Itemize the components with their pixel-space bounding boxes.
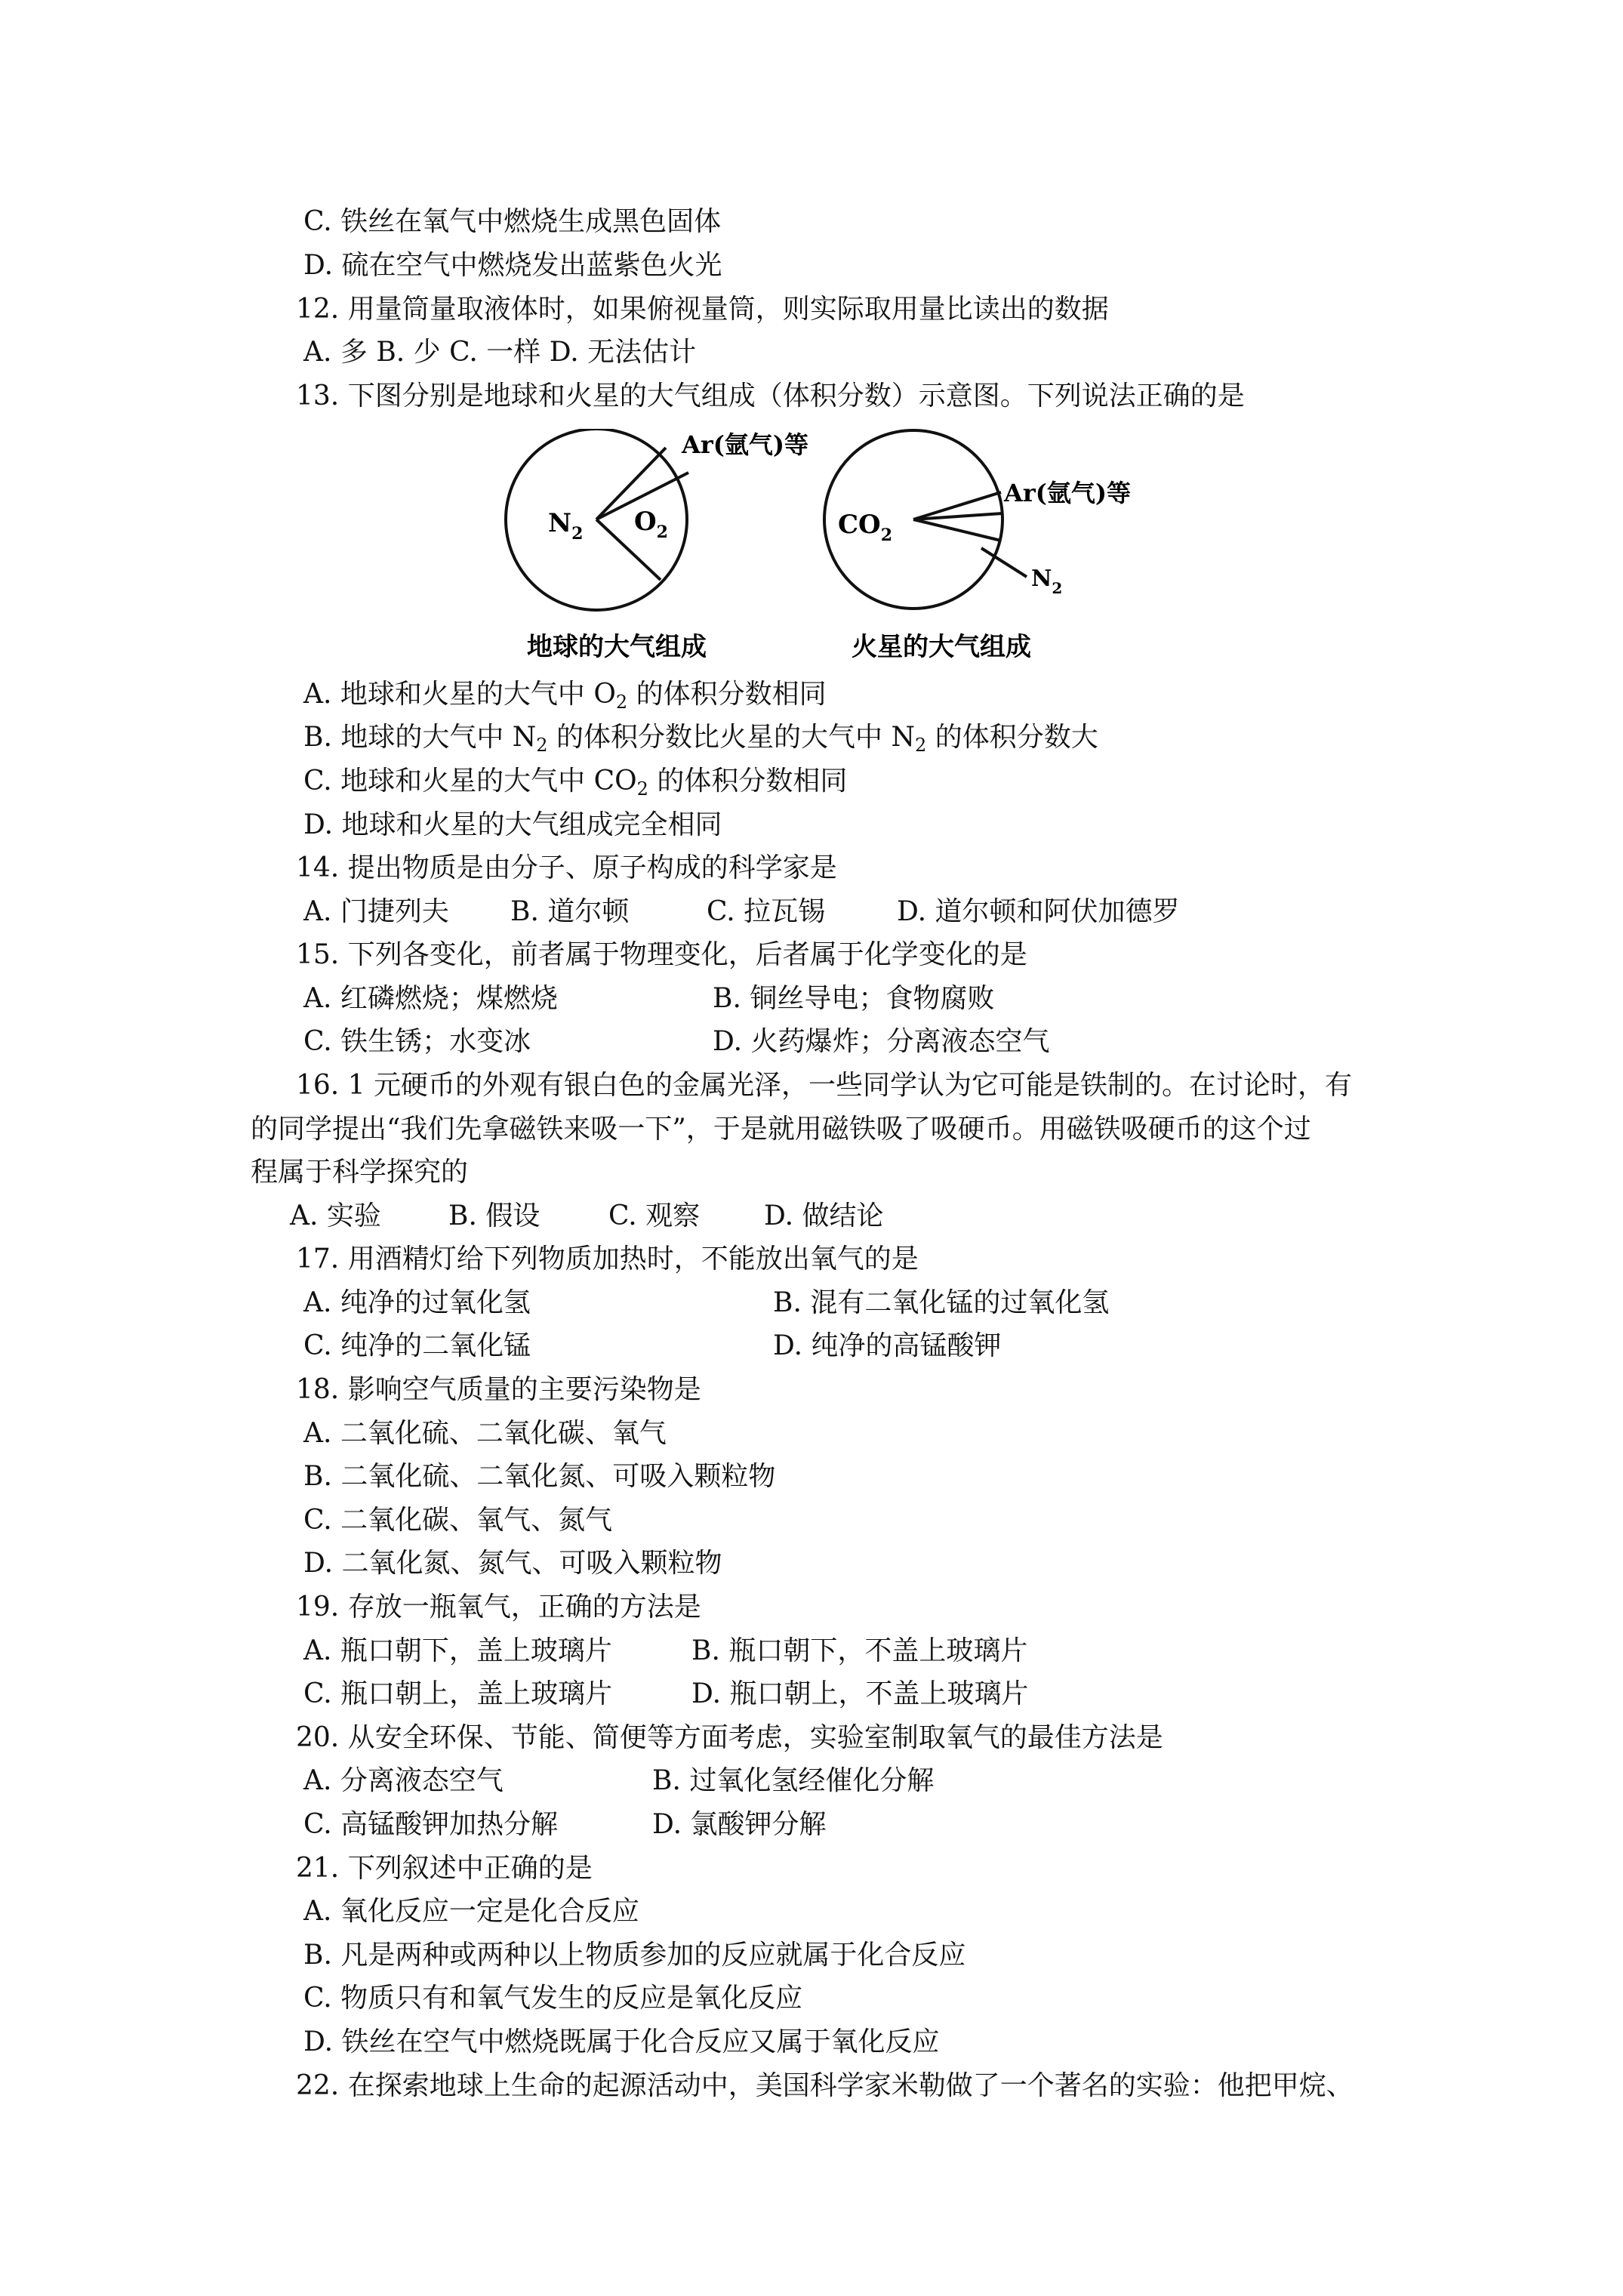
q13-option-d: D. 地球和火星的大气组成完全相同 [303, 809, 722, 840]
q16-option-a: A. 实验 [290, 1200, 381, 1231]
atmosphere-composition-figure [483, 429, 1163, 670]
q14-option-d: D. 道尔顿和阿伏加德罗 [897, 896, 1180, 927]
q18-option-b: B. 二氧化硫、二氧化氮、可吸入颗粒物 [303, 1461, 776, 1492]
q11-option-c: C. 铁丝在氧气中燃烧生成黑色固体 [303, 206, 722, 237]
q15-stem: 15. 下列各变化，前者属于物理变化，后者属于化学变化的是 [296, 939, 1027, 970]
q13-option-c: C. 地球和火星的大气中 $CO_2$ 的体积分数相同 [303, 766, 848, 800]
q15-option-d: D. 火药爆炸；分离液态空气 [713, 1026, 1050, 1057]
earth-pie-chart [506, 429, 688, 610]
q19-option-b: B. 瓶口朝下，不盖上玻璃片 [691, 1635, 1028, 1666]
q18-stem: 18. 影响空气质量的主要污染物是 [296, 1374, 701, 1405]
earth-caption: 地球的大气组成 [527, 632, 707, 662]
q16-stem-line1: 16. 1 元硬币的外观有银白色的金属光泽，一些同学认为它可能是铁制的。在讨论时，有 [296, 1070, 1353, 1101]
q12-stem: 12. 用量筒量取液体时，如果俯视量筒，则实际取用量比读出的数据 [296, 294, 1109, 325]
q21-option-a: A. 氧化反应一定是化合反应 [303, 1896, 639, 1927]
mars-slice-line-3 [913, 519, 1001, 541]
mars-n2-label: $N_2$ [1031, 566, 1063, 597]
q18-option-d: D. 二氧化氮、氮气、可吸入颗粒物 [303, 1548, 722, 1579]
mars-ar-label: Ar(氩气)等 [1004, 479, 1131, 507]
q16-stem-line3: 程属于科学探究的 [251, 1157, 469, 1188]
mars-caption: 火星的大气组成 [852, 632, 1031, 662]
q19-option-a: A. 瓶口朝下，盖上玻璃片 [303, 1635, 612, 1666]
earth-n2-label: $N_2$ [548, 508, 584, 544]
q19-option-d: D. 瓶口朝上，不盖上玻璃片 [691, 1678, 1029, 1709]
q21-stem: 21. 下列叙述中正确的是 [296, 1853, 593, 1884]
q17-option-a: A. 纯净的过氧化氢 [303, 1287, 531, 1318]
q17-option-d: D. 纯净的高锰酸钾 [773, 1330, 1002, 1361]
q14-option-b: B. 道尔顿 [510, 896, 630, 927]
q19-option-c: C. 瓶口朝上，盖上玻璃片 [303, 1678, 613, 1709]
q21-option-c: C. 物质只有和氧气发生的反应是氧化反应 [303, 1983, 803, 2014]
q16-option-c: C. 观察 [608, 1200, 701, 1231]
mars-co2-label: $CO_2$ [838, 510, 892, 545]
q20-stem: 20. 从安全环保、节能、简便等方面考虑，实验室制取氧气的最佳方法是 [296, 1722, 1163, 1753]
q20-option-d: D. 氯酸钾分解 [652, 1809, 827, 1840]
q21-option-b: B. 凡是两种或两种以上物质参加的反应就属于化合反应 [303, 1940, 966, 1971]
earth-ar-label: Ar(氩气)等 [682, 430, 808, 459]
q13-option-b: B. 地球的大气中 $N_2$ 的体积分数比火星的大气中 $N_2$ 的体积分数大 [303, 722, 1098, 756]
q16-option-b: B. 假设 [448, 1200, 540, 1231]
q15-option-b: B. 铜丝导电；食物腐败 [713, 983, 995, 1014]
q14-stem: 14. 提出物质是由分子、原子构成的科学家是 [296, 852, 837, 883]
q20-option-a: A. 分离液态空气 [303, 1765, 504, 1796]
q14-option-a: A. 门捷列夫 [303, 896, 449, 927]
q22-stem: 22. 在探索地球上生命的起源活动中，美国科学家米勒做了一个著名的实验：他把甲烷、 [296, 2070, 1354, 2101]
q18-option-a: A. 二氧化硫、二氧化碳、氧气 [303, 1418, 667, 1449]
q15-option-a: A. 红磷燃烧；煤燃烧 [303, 983, 558, 1014]
q12-options: A. 多 B. 少 C. 一样 D. 无法估计 [303, 337, 697, 368]
q13-option-a: A. 地球和火星的大气中 $O_2$ 的体积分数相同 [303, 679, 827, 713]
q16-stem-line2: 的同学提出“我们先拿磁铁来吸一下”，于是就用磁铁吸了吸硬币。用磁铁吸硬币的这个过 [251, 1114, 1311, 1145]
q18-option-c: C. 二氧化碳、氧气、氮气 [303, 1505, 613, 1536]
q14-option-c: C. 拉瓦锡 [707, 896, 826, 927]
q17-option-b: B. 混有二氧化锰的过氧化氢 [773, 1287, 1110, 1318]
q20-option-b: B. 过氧化氢经催化分解 [652, 1765, 935, 1796]
q19-stem: 19. 存放一瓶氧气，正确的方法是 [296, 1592, 701, 1623]
q17-stem: 17. 用酒精灯给下列物质加热时，不能放出氧气的是 [296, 1244, 919, 1274]
q15-option-c: C. 铁生锈；水变冰 [303, 1026, 531, 1057]
earth-o2-label: $O_2$ [634, 507, 668, 542]
q21-option-d: D. 铁丝在空气中燃烧既属于化合反应又属于氧化反应 [303, 2026, 940, 2057]
q13-stem: 13. 下图分别是地球和火星的大气组成（体积分数）示意图。下列说法正确的是 [296, 381, 1245, 411]
q11-option-d: D. 硫在空气中燃烧发出蓝紫色火光 [303, 250, 722, 281]
q16-option-d: D. 做结论 [764, 1200, 884, 1231]
q17-option-c: C. 纯净的二氧化锰 [303, 1330, 531, 1361]
q20-option-c: C. 高锰酸钾加热分解 [303, 1809, 559, 1840]
mars-n2-pointer [981, 548, 1027, 577]
